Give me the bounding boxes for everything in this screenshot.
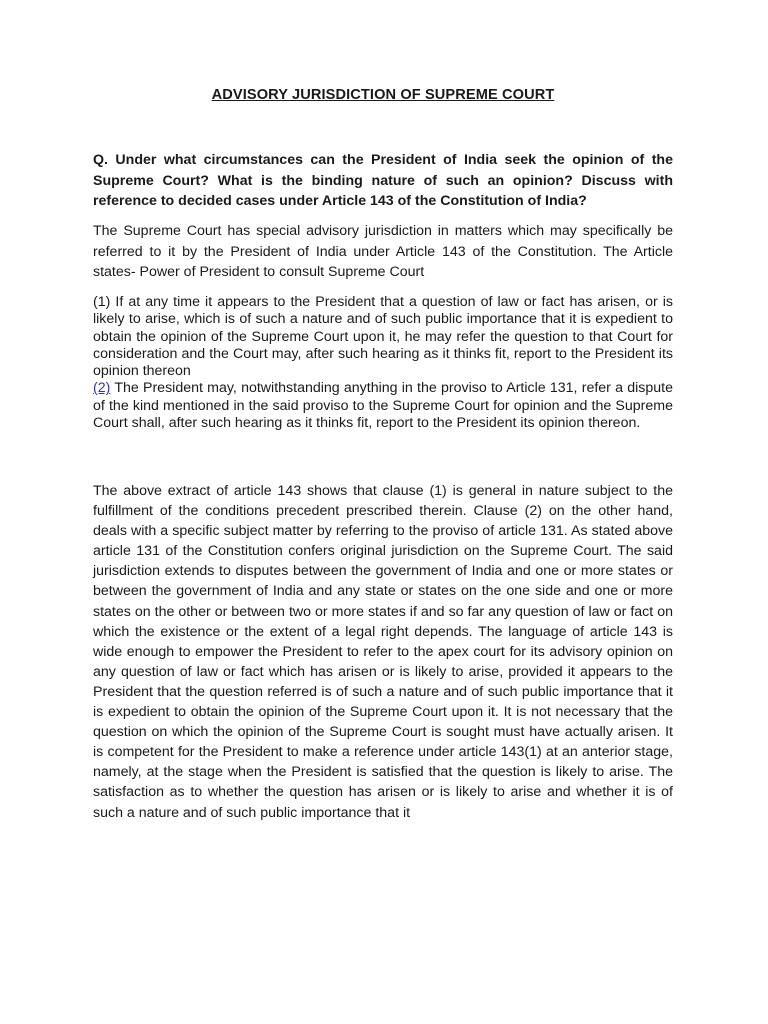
clause-2-paragraph [93,380,673,432]
intro-paragraph: The Supreme Court has special advisory jurisdiction in matters which may specifically be referred to it by the President of India under Article 143 of the Constitution. The Article states- Power of President to consult Supreme Court [93,223,673,280]
clause-1-paragraph: (1) If at any time it appears to the President that a question of law or fact has arisen, or is likely to arise, which is of such a nature and of such public importance that it is expedient to obtain the opinion of the Supreme Court upon it, he may refer the question to that Court for consideration and the Court may, after such hearing as it thinks fit, report to the President its opinion thereon [93,294,673,380]
discussion-paragraph: The above extract of article 143 shows that clause (1) is general in nature subject to the fulfillment of the conditions precedent prescribed therein. Clause (2) on the other hand, deals with a specific subject matter by referring to the proviso of article 131. As stated above article 131 of the Constitution confers original jurisdiction on the Supreme Court. The said jurisdiction extends to disputes between the government of India and one or more states or between the government of India and any state or states on the one side and one or more states on the other or between two or more states if and so far any question of law or fact on which the existence or the extent of a legal right depends. The language of article 143 is wide enough to empower the President to refer to the apex court for its advisory opinion on any question of law or fact which has arisen or is likely to arise, provided it appears to the President that the question referred is of such a nature and of such public importance that it is expedient to obtain the opinion of the Supreme Court upon it. It is not necessary that the question on which the opinion of the Supreme Court is sought must have actually arisen. It is competent for the President to make a reference under article 143(1) at an anterior stage, namely, at the stage when the President is satisfied that the question is likely to arise. The satisfaction as to whether the question has arisen or is likely to arise and whether it is of such a nature and of such public importance that it [93,483,673,821]
clause-2-text: The President may, notwithstanding anything in the proviso to Article 131, refer a dispute of the kind mentioned in the said proviso to the Supreme Court for opinion and the Supreme Court shall, after such hearing as it thinks fit, report to the President its opinion thereon. [93,380,673,432]
question-paragraph: Q. Under what circumstances can the President of India seek the opinion of the Supreme Court? What is the binding nature of such an opinion? Discuss with reference to decided cases under Article 143 of the Constitution of India? [93,152,673,209]
article-143-clauses [93,294,673,432]
clause-2-link[interactable]: (2) [93,380,111,397]
document-title: ADVISORY JURISDICTION OF SUPREME COURT [211,87,555,103]
